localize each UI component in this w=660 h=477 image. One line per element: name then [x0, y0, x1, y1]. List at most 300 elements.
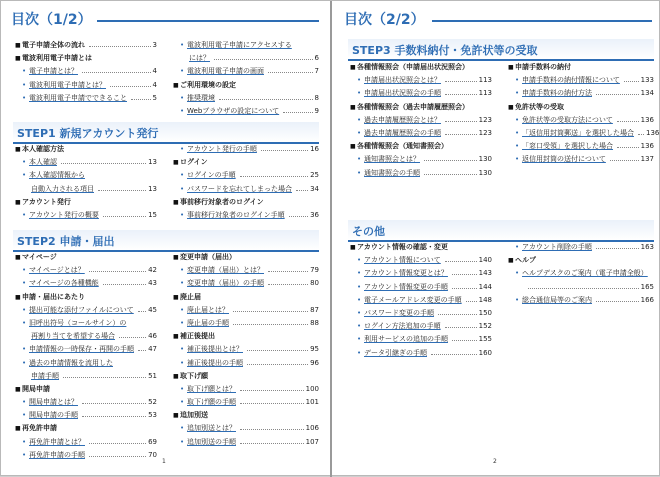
toc-page-number: 9: [314, 106, 319, 115]
toc-entry[interactable]: [15, 317, 157, 330]
toc-entry-label: 電子申請とは？: [29, 67, 78, 76]
bullet-icon: •: [357, 168, 362, 177]
toc-entry-label: 電子申請全体の流れ: [22, 41, 85, 49]
square-bullet-icon: ■: [15, 146, 21, 153]
toc-page-number: 140: [478, 256, 492, 265]
dot-leader: [89, 443, 146, 444]
toc-entry-label: 追加別送: [180, 411, 208, 420]
toc-page-number: 51: [148, 371, 157, 380]
toc-entry[interactable]: [173, 39, 319, 52]
square-bullet-icon: ■: [350, 64, 356, 71]
toc-entry[interactable]: [173, 143, 319, 156]
toc-entry-label: アカウント情報変更とは？: [364, 269, 448, 278]
dot-leader: [431, 354, 477, 355]
toc-entry[interactable]: [508, 294, 654, 307]
toc-group-heading: [173, 156, 319, 169]
bullet-icon: •: [357, 89, 362, 98]
toc-group-heading: [15, 251, 157, 264]
section-heading-step3: STEP3 手数料納付・免許状等の受取: [348, 39, 654, 61]
toc-entry[interactable]: [15, 183, 157, 196]
bullet-icon: •: [357, 295, 362, 304]
bullet-icon: •: [180, 266, 185, 275]
bullet-icon: •: [22, 358, 27, 367]
toc-entry-label: ヘルプデスクのご案内（電子申請全般）: [522, 269, 648, 278]
toc-page-number: 137: [640, 155, 654, 164]
toc-entry[interactable]: [508, 153, 654, 166]
page-number: 1: [162, 458, 166, 465]
toc-group-heading: [508, 101, 654, 114]
toc-entry-label: マイページの各種機能: [29, 279, 99, 288]
section-heading-other: その他: [348, 220, 654, 242]
toc-entry-label: 再免許申請とは？: [29, 437, 85, 446]
dot-leader: [247, 364, 308, 365]
toc-entry-label: 電子メールアドレス変更の手順: [364, 295, 462, 304]
toc-entry-label: 電波利用電子申請の画面: [187, 67, 264, 76]
toc-entry-label: ログイン方法追加の手順: [364, 322, 441, 331]
toc-entry[interactable]: [15, 396, 157, 409]
dot-leader: [289, 216, 308, 217]
toc-entry-label: 開局申請: [22, 384, 50, 393]
toc-group-heading: [15, 422, 157, 435]
bullet-icon: •: [180, 384, 185, 393]
title-rule: [432, 20, 652, 22]
bullet-icon: •: [357, 282, 362, 291]
toc-page-number: 130: [478, 168, 492, 177]
toc-entry-label: 取下げ願とは？: [187, 384, 236, 393]
toc-page-number: 100: [305, 384, 319, 393]
toc-entry[interactable]: [15, 65, 157, 78]
bullet-icon: •: [357, 348, 362, 357]
toc-entry[interactable]: [173, 383, 319, 396]
toc-page-number: 3: [152, 41, 157, 49]
dot-leader: [233, 311, 308, 312]
toc-group-heading: [15, 52, 157, 65]
toc-page-number: 79: [310, 266, 319, 275]
toc-entry[interactable]: [350, 254, 492, 267]
dot-leader: [452, 340, 477, 341]
toc-entry-label: 過去申請履歴照会とは？: [364, 115, 441, 124]
toc-page-number: 8: [314, 93, 319, 102]
toc-page-number: 88: [310, 318, 319, 327]
toc-entry[interactable]: [508, 74, 654, 87]
dot-leader: [596, 301, 639, 302]
bullet-icon: •: [22, 318, 27, 327]
bullet-icon: •: [180, 106, 185, 115]
toc-entry[interactable]: [350, 307, 492, 320]
toc-entry[interactable]: [508, 140, 654, 153]
toc-group-heading: [173, 291, 319, 304]
dot-leader: [89, 46, 151, 47]
toc-entry[interactable]: [173, 357, 319, 370]
dot-leader: [240, 403, 304, 404]
square-bullet-icon: ■: [173, 159, 179, 167]
toc-group-heading: [173, 409, 319, 422]
bullet-icon: •: [22, 80, 27, 89]
toc-entry[interactable]: [350, 114, 492, 127]
dot-leader: [82, 403, 146, 404]
dot-leader: [445, 94, 477, 95]
dot-leader: [240, 429, 304, 430]
toc-entry[interactable]: [350, 153, 492, 166]
toc-entry[interactable]: [173, 183, 319, 196]
toc-page-number: 113: [478, 76, 492, 85]
dot-leader: [219, 99, 313, 100]
toc-entry-label: 変更申請（届出）: [180, 253, 236, 261]
square-bullet-icon: ■: [350, 244, 356, 251]
square-bullet-icon: ■: [508, 257, 514, 265]
dot-leader: [445, 81, 477, 82]
square-bullet-icon: ■: [173, 254, 179, 261]
toc-entry-label: アカウント発行の手順: [187, 145, 257, 153]
toc-entry-label: 各種情報照会（過去申請履歴照会）: [357, 102, 469, 111]
toc-entry[interactable]: [173, 277, 319, 290]
toc-page-1: [1, 1, 330, 477]
dot-leader: [131, 99, 151, 100]
dot-leader: [445, 261, 477, 262]
toc-page-2: [332, 1, 660, 477]
toc-page-number: 42: [148, 266, 157, 275]
toc-entry-label: ヘルプ: [515, 256, 536, 265]
dot-leader: [424, 160, 477, 161]
bullet-icon: •: [515, 89, 520, 98]
bullet-icon: •: [515, 243, 520, 251]
toc-entry[interactable]: [350, 281, 492, 294]
toc-column-step2-right: [173, 251, 319, 449]
toc-entry[interactable]: [15, 92, 157, 105]
toc-entry-label: 開局申請の手順: [29, 411, 78, 420]
toc-entry[interactable]: [15, 370, 157, 383]
toc-entry[interactable]: [350, 167, 492, 180]
toc-column-step1-left: [15, 143, 157, 222]
bullet-icon: •: [515, 128, 520, 137]
toc-entry[interactable]: [15, 409, 157, 422]
dot-leader: [466, 301, 477, 302]
dot-leader: [89, 271, 146, 272]
dot-leader: [240, 443, 304, 444]
toc-entry-label: マイページとは？: [29, 266, 85, 275]
toc-entry[interactable]: [350, 127, 492, 140]
toc-page-number: 25: [310, 171, 319, 180]
toc-page-number: 4: [152, 80, 157, 89]
square-bullet-icon: ■: [508, 103, 514, 111]
toc-entry[interactable]: [173, 304, 319, 317]
toc-column-step2-left: [15, 251, 157, 462]
bullet-icon: •: [357, 76, 362, 85]
toc-group-heading: [173, 196, 319, 209]
toc-entry[interactable]: [15, 436, 157, 449]
bullet-icon: •: [22, 345, 27, 354]
toc-page-number: 69: [148, 437, 157, 446]
toc-entry-label: 申請手順: [31, 371, 59, 380]
toc-group-heading: [173, 79, 319, 92]
square-bullet-icon: ■: [173, 293, 179, 301]
toc-entry-label: 廃止届: [180, 292, 201, 301]
toc-entry[interactable]: [173, 422, 319, 435]
toc-entry[interactable]: [15, 449, 157, 462]
toc-entry[interactable]: [350, 87, 492, 100]
toc-entry[interactable]: [15, 330, 157, 343]
dot-leader: [596, 248, 639, 249]
toc-entry-label: 廃止届の手順: [187, 318, 229, 327]
square-bullet-icon: ■: [173, 81, 179, 89]
bullet-icon: •: [515, 155, 520, 164]
toc-entry-label: データ引継ぎの手順: [364, 348, 427, 357]
dot-leader: [452, 288, 477, 289]
toc-page-number: 163: [640, 243, 654, 251]
toc-group-heading: [350, 61, 492, 74]
toc-page-number: 160: [478, 348, 492, 357]
toc-entry-label: 推奨環境: [187, 93, 215, 102]
toc-entry-label: 旧呼出符号（コールサイン）の: [29, 318, 127, 327]
toc-entry[interactable]: [173, 169, 319, 182]
page-title: 目次（2/2）: [344, 12, 425, 28]
toc-entry-label: 再免許申請の手順: [29, 450, 85, 459]
bullet-icon: •: [180, 279, 185, 288]
toc-entry[interactable]: [508, 267, 654, 280]
bullet-icon: •: [357, 128, 362, 137]
bullet-icon: •: [515, 76, 520, 85]
toc-group-heading: [508, 61, 654, 74]
toc-entry-label: 追加別送とは？: [187, 424, 236, 433]
bullet-icon: •: [357, 335, 362, 344]
bullet-icon: •: [22, 158, 27, 167]
bullet-icon: •: [515, 142, 520, 151]
toc-entry[interactable]: [350, 333, 492, 346]
toc-entry-label: アカウント削除の手順: [522, 243, 592, 251]
dot-leader: [268, 271, 308, 272]
square-bullet-icon: ■: [15, 55, 21, 63]
toc-entry-label: 補正後提出の手順: [187, 358, 243, 367]
toc-group-heading: [173, 370, 319, 383]
toc-group-heading: [350, 140, 492, 153]
bullet-icon: •: [515, 269, 520, 278]
toc-entry-label: 本人確認情報から: [29, 171, 85, 180]
toc-page-number: 130: [478, 155, 492, 164]
square-bullet-icon: ■: [15, 385, 21, 393]
toc-page-number: 165: [640, 282, 654, 291]
toc-entry[interactable]: [350, 347, 492, 360]
toc-entry-label: マイページ: [22, 253, 57, 261]
toc-entry-label: 申請手数料の納付情報について: [522, 76, 620, 85]
toc-entry[interactable]: [15, 169, 157, 182]
toc-entry[interactable]: [173, 264, 319, 277]
bullet-icon: •: [22, 450, 27, 459]
toc-entry[interactable]: [15, 343, 157, 356]
toc-entry[interactable]: [350, 320, 492, 333]
toc-entry[interactable]: [508, 241, 654, 254]
toc-entry-label: ログイン: [180, 158, 208, 167]
toc-entry-label: アカウント発行: [22, 197, 71, 206]
toc-group-heading: [350, 101, 492, 114]
toc-entry[interactable]: [173, 209, 319, 222]
dot-leader: [268, 284, 308, 285]
dot-leader: [296, 190, 308, 191]
toc-entry-label: 各種情報照会（申請届出状況照会）: [357, 63, 469, 71]
bullet-icon: •: [22, 398, 27, 407]
dot-leader: [624, 81, 639, 82]
page-title: 目次（1/2）: [11, 12, 92, 28]
square-bullet-icon: ■: [173, 412, 179, 420]
bullet-icon: •: [22, 437, 27, 446]
toc-entry-label: 電波利用電子申請とは？: [29, 80, 106, 89]
toc-entry[interactable]: [508, 281, 654, 294]
toc-entry[interactable]: [173, 52, 319, 65]
bullet-icon: •: [180, 437, 185, 446]
toc-page-number: 80: [310, 279, 319, 288]
toc-group-heading: [350, 241, 492, 254]
toc-page-number: 144: [478, 282, 492, 291]
bullet-icon: •: [357, 269, 362, 278]
bullet-icon: •: [22, 210, 27, 219]
toc-page-number: 106: [305, 424, 319, 433]
toc-page-number: 46: [148, 332, 157, 341]
toc-page-number: 45: [148, 305, 157, 314]
bullet-icon: •: [22, 93, 27, 102]
toc-entry-label: 本人確認: [29, 158, 57, 167]
toc-page-number: 136: [640, 142, 654, 151]
bullet-icon: •: [180, 184, 185, 193]
toc-page-number: 15: [148, 210, 157, 219]
toc-entry-label: 免許状等の受取方法について: [522, 115, 613, 124]
toc-page-number: 6: [314, 54, 319, 63]
square-bullet-icon: ■: [508, 64, 514, 71]
toc-entry-label: 電波利用電子申請にアクセスする: [187, 41, 292, 49]
toc-entry-label: 事前移行対象者のログイン手順: [187, 210, 285, 219]
dot-leader: [103, 284, 146, 285]
toc-page-number: 7: [314, 67, 319, 76]
toc-entry-label: 申請手数料の納付方法: [522, 89, 592, 98]
dot-leader: [110, 86, 151, 87]
toc-page-number: 123: [478, 115, 492, 124]
toc-entry-label: 総合通信局等のご案内: [522, 295, 592, 304]
dot-leader: [98, 190, 146, 191]
dot-leader: [103, 216, 146, 217]
square-bullet-icon: ■: [173, 198, 179, 206]
toc-group-heading: [15, 383, 157, 396]
toc-entry[interactable]: [15, 79, 157, 92]
toc-entry-label: には？: [189, 54, 210, 63]
dot-leader: [247, 350, 308, 351]
toc-page-number: 101: [305, 398, 319, 407]
dot-leader: [82, 416, 146, 417]
bullet-icon: •: [357, 256, 362, 265]
toc-entry[interactable]: [173, 105, 319, 118]
toc-column-other-left: [350, 241, 492, 360]
toc-entry[interactable]: [15, 209, 157, 222]
toc-entry-label: アカウント情報の確認・変更: [357, 243, 448, 251]
dot-leader: [445, 327, 477, 328]
toc-page-number: 70: [148, 450, 157, 459]
toc-entry-label: 開局申請とは？: [29, 398, 78, 407]
bullet-icon: •: [180, 41, 185, 49]
toc-entry-label: ご利用環境の設定: [180, 80, 236, 89]
square-bullet-icon: ■: [15, 42, 21, 49]
title-rule: [97, 20, 319, 22]
toc-entry[interactable]: [15, 264, 157, 277]
dot-leader: [240, 390, 304, 391]
bullet-icon: •: [180, 305, 185, 314]
toc-entry-label: 申請手数料の納付: [515, 63, 571, 71]
toc-page-number: 152: [478, 322, 492, 331]
bullet-icon: •: [22, 67, 27, 76]
toc-entry[interactable]: [15, 156, 157, 169]
toc-entry[interactable]: [173, 92, 319, 105]
toc-entry-label: アカウント発行の概要: [29, 210, 99, 219]
toc-entry-label: 廃止届とは？: [187, 305, 229, 314]
dot-leader: [283, 112, 312, 113]
toc-page-number: 53: [148, 411, 157, 420]
dot-leader: [138, 350, 146, 351]
bullet-icon: •: [357, 322, 362, 331]
toc-page-number: 5: [152, 93, 157, 102]
toc-entry[interactable]: [350, 294, 492, 307]
toc-page-number: 52: [148, 398, 157, 407]
dot-leader: [119, 337, 146, 338]
bullet-icon: •: [357, 115, 362, 124]
toc-entry[interactable]: [173, 436, 319, 449]
page-number: 2: [493, 458, 497, 465]
bullet-icon: •: [515, 295, 520, 304]
square-bullet-icon: ■: [15, 198, 21, 206]
toc-page-number: 4: [152, 67, 157, 76]
toc-group-heading: [173, 251, 319, 264]
toc-entry[interactable]: [350, 74, 492, 87]
toc-entry-label: 追加別送の手順: [187, 437, 236, 446]
toc-page-number: 36: [310, 210, 319, 219]
toc-entry-label: 取下げ願の手順: [187, 398, 236, 407]
toc-entry[interactable]: [15, 357, 157, 370]
toc-entry[interactable]: [508, 87, 654, 100]
toc-column-other-right: [508, 241, 654, 307]
dot-leader: [528, 288, 639, 289]
toc-entry-label: アカウント情報について: [364, 256, 441, 265]
toc-entry[interactable]: [15, 304, 157, 317]
toc-column-intro-left: [15, 39, 157, 105]
toc-entry-label: 免許状等の受取: [515, 102, 564, 111]
toc-group-heading: [508, 254, 654, 267]
toc-column-step3-right: [508, 61, 660, 167]
toc-entry-label: 再割り当てを希望する場合: [31, 332, 115, 341]
toc-entry[interactable]: [508, 127, 660, 140]
square-bullet-icon: ■: [173, 333, 179, 341]
toc-column-step3-left: [350, 61, 492, 180]
toc-page-number: 34: [310, 184, 319, 193]
toc-entry[interactable]: [173, 343, 319, 356]
toc-entry[interactable]: [350, 267, 492, 280]
toc-entry[interactable]: [173, 396, 319, 409]
toc-entry-label: 「窓口受領」を選択した場合: [522, 142, 613, 151]
bullet-icon: •: [22, 266, 27, 275]
toc-entry[interactable]: [15, 277, 157, 290]
square-bullet-icon: ■: [15, 254, 21, 261]
toc-page-number: 43: [148, 279, 157, 288]
toc-entry-label: 過去申請履歴照会の手順: [364, 128, 441, 137]
toc-page-number: 87: [310, 305, 319, 314]
toc-entry[interactable]: [508, 114, 654, 127]
dot-leader: [214, 59, 313, 60]
toc-entry[interactable]: [173, 317, 319, 330]
bullet-icon: •: [180, 93, 185, 102]
toc-page-number: 143: [478, 269, 492, 278]
bullet-icon: •: [180, 67, 185, 76]
toc-page-number: 16: [310, 145, 319, 153]
toc-entry[interactable]: [173, 65, 319, 78]
dot-leader: [240, 176, 308, 177]
toc-entry-label: アカウント情報変更の手順: [364, 282, 448, 291]
toc-entry-label: 電波利用電子申請とは: [22, 54, 92, 63]
toc-page-number: 150: [478, 308, 492, 317]
bullet-icon: •: [180, 145, 185, 153]
